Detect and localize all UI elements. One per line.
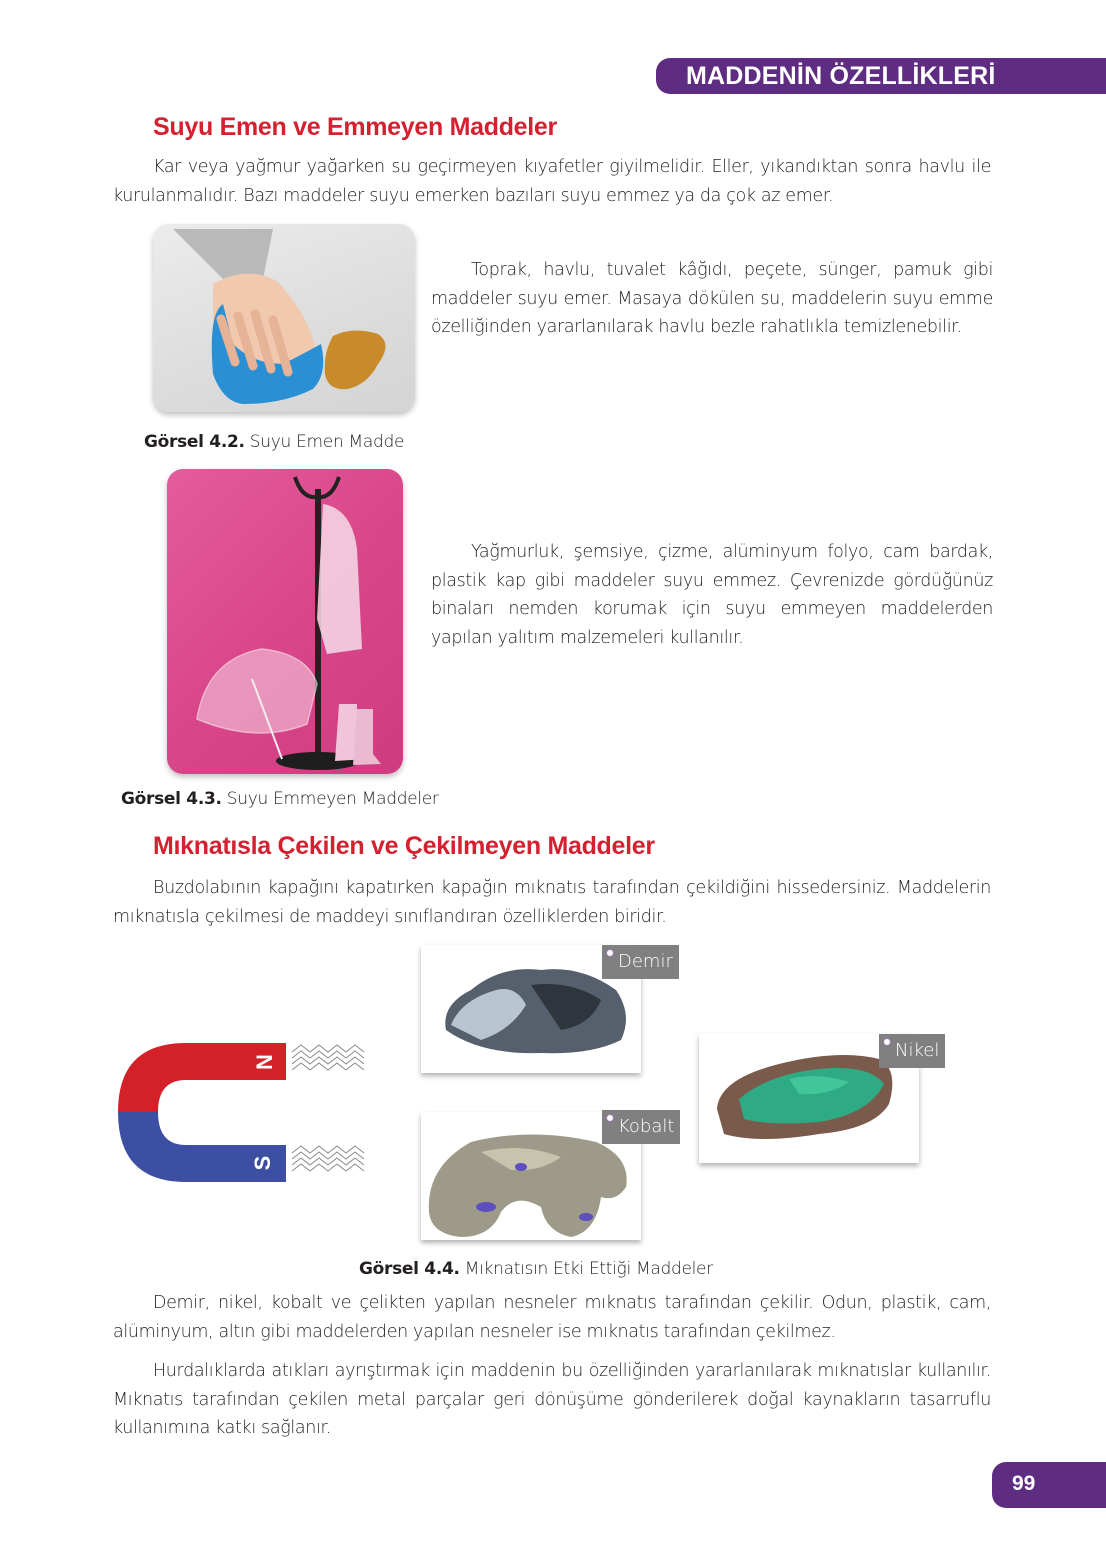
section1-intro-paragraph: Kar veya yağmur yağarken su geçirmeyen kıyafetler giyilmelidir. Eller, yıkandıktan sonra havlu ile kurulanmalıdır. Bazı maddeler suyu emerken bazıları suyu emmez ya da çok az emer. <box>113 157 991 206</box>
figure-4-2-photo <box>153 224 415 412</box>
figure-4-3-label: Görsel 4.3. <box>121 789 222 809</box>
magnetic-field-lines-south <box>292 1146 364 1171</box>
coat-rack-umbrella-boots-illustration <box>167 469 403 774</box>
magnetic-field-lines-north <box>292 1045 364 1070</box>
mineral-name: Demir <box>618 951 673 972</box>
mineral-label-nikel <box>879 1034 945 1068</box>
magnet-north-label: N <box>252 1054 277 1070</box>
mineral-name: Nikel <box>895 1040 940 1061</box>
magnet-icon <box>116 1040 366 1185</box>
figure-4-3-caption-text: Suyu Emmeyen Maddeler <box>226 789 439 809</box>
hand-wiping-cloth-illustration <box>153 224 415 412</box>
section-title-magnetism: Mıknatısla Çekilen ve Çekilmeyen Maddeler <box>153 832 655 860</box>
scrapyard-paragraph: Hurdalıklarda atıkları ayrıştırmak için maddenin bu özelliğinden yararlanılarak mıknatıslar kullanılır. Mıknatıs tarafından çekilen metal parçalar geri dönüşüme gönderilerek doğal kaynakların tasarruflu kullanımına katkı sağlanır. <box>113 1361 991 1438</box>
figure-4-4-caption-text: Mıknatısın Etki Ettiği Maddeler <box>464 1259 713 1279</box>
figure-4-2-label: Görsel 4.2. <box>144 432 245 452</box>
section-title-water-absorption: Suyu Emen ve Emmeyen Maddeler <box>153 113 557 141</box>
non-absorbent-materials-paragraph: Yağmurluk, şemsiye, çizme, alüminyum folyo, cam bardak, plastik kap gibi maddeler suyu emmez. Çevrenizde gördüğünüz binaları nemden korumak için suyu emmeyen maddelerden yapılan yalıtım malzemeleri kullanılır. <box>431 542 993 648</box>
figure-4-2-caption <box>144 432 404 452</box>
magnetic-materials-paragraph: Demir, nikel, kobalt ve çelikten yapılan nesneler mıknatıs tarafından çekilir. Odun, plastik, cam, alüminyum, altın gibi maddelerden yapılan nesneler ise mıknatıs tarafından çekilmez. <box>113 1293 991 1342</box>
section2-intro-paragraph: Buzdolabının kapağını kapatırken kapağın mıknatıs tarafından çekildiğini hissedersiniz. Maddelerin mıknatısla çekilmesi de maddeyi sınıflandıran özelliklerden biridir. <box>113 878 991 927</box>
page-number: 99 <box>1012 1472 1036 1495</box>
page-number-band <box>992 1462 1106 1508</box>
mineral-name: Kobalt <box>618 1116 675 1137</box>
figure-4-2-caption-text: Suyu Emen Madde <box>249 432 405 452</box>
label-bullet-icon <box>883 1038 891 1046</box>
label-bullet-icon <box>606 949 614 957</box>
figure-4-4-caption <box>359 1259 713 1279</box>
label-bullet-icon <box>606 1114 614 1122</box>
mineral-label-kobalt <box>602 1110 680 1144</box>
chapter-title: MADDENİN ÖZELLİKLERİ <box>686 62 996 90</box>
magnet-south-label: S <box>250 1155 275 1171</box>
figure-4-4-label: Görsel 4.4. <box>359 1259 460 1279</box>
figure-4-3-caption <box>121 789 439 809</box>
absorbent-materials-paragraph: Toprak, havlu, tuvalet kâğıdı, peçete, sünger, pamuk gibi maddeler suyu emer. Masaya dökülen su, maddelerin suyu emme özelliğinden yararlanılarak havlu bezle rahatlıkla temizlenebilir. <box>431 260 993 337</box>
mineral-label-demir <box>602 945 679 979</box>
horseshoe-magnet-illustration <box>116 1040 366 1185</box>
figure-4-3-photo <box>167 469 403 774</box>
